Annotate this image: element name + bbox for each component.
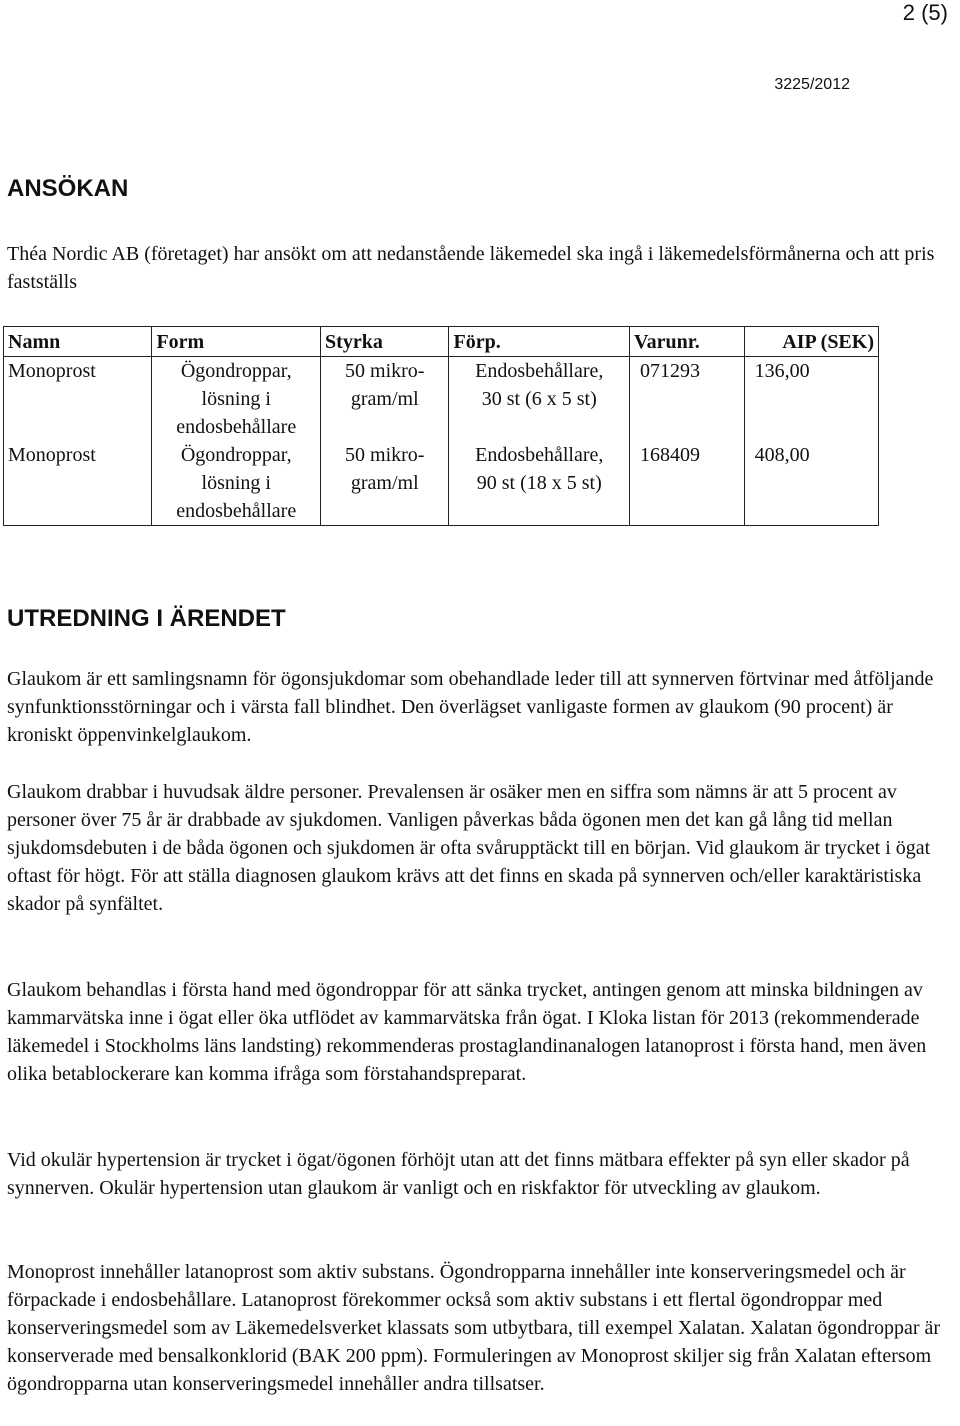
document-reference: 3225/2012 — [774, 76, 850, 93]
header-aip: AIP (SEK) — [744, 327, 878, 357]
body-paragraph: Glaukom drabbar i huvudsak äldre personer. Prevalensen är osäker men en siffra som nämns är att 5 procent av personer över 75 år är drabbade av sjukdomen. Vanligen påverkas båda ögonen men det kan gå lång tid mellan sjukdomsdebuten i de båda ögonen och sjukdomen är ofta svårupptäckt till en början. Vid glaukom är trycket i ögat oftast för högt. För att ställa diagnosen glaukom krävs att det finns en skada på synnerven och/eller karaktäristiska skador på synfältet. — [7, 781, 931, 915]
cell-strength-line: 50 mikro- — [345, 444, 425, 466]
cell-package-line: 90 st (18 x 5 st) — [476, 472, 602, 494]
section-title-ansokan: ANSÖKAN — [7, 175, 129, 202]
cell-form-line: Ögondroppar, — [180, 444, 292, 466]
body-paragraph: Glaukom behandlas i första hand med ögondroppar för att sänka trycket, antingen genom att minska bildningen av kammarvätska inne i ögat eller öka utflödet av kammarvätska från ögat. I Kloka listan för 2013 (rekommenderade läkemedel i Stockholms läns landsting) rekommenderas prostaglandinanalogen latanoprost i första hand, men även olika betablockerare kan komma ifråga som förstahandspreparat. — [7, 979, 927, 1085]
product-table — [3, 326, 879, 526]
cell-varunr: 071293 — [630, 357, 745, 442]
table-header-row — [4, 327, 879, 357]
cell-form — [152, 441, 321, 526]
section-title-utredning: UTREDNING I ÄRENDET — [7, 605, 286, 632]
cell-aip: 136,00 — [744, 357, 878, 442]
cell-package-line: Endosbehållare, — [475, 360, 604, 382]
cell-name: Monoprost — [4, 441, 152, 526]
cell-package-line: Endosbehållare, — [475, 444, 604, 466]
cell-package-line: 30 st (6 x 5 st) — [481, 388, 597, 410]
body-paragraph: Vid okulär hypertension är trycket i ögat/ögonen förhöjt utan att det finns mätbara effekter på syn eller skador på synnerven. Okulär hypertension utan glaukom är vanligt och en riskfaktor för utveckling av glaukom. — [7, 1149, 910, 1199]
cell-name: Monoprost — [4, 357, 152, 442]
cell-strength — [321, 357, 449, 442]
cell-form-line: lösning i — [201, 472, 271, 494]
intro-paragraph: Théa Nordic AB (företaget) har ansökt om att nedanstående läkemedel ska ingå i läkemedelsförmånerna och att pris fastställs — [7, 243, 935, 293]
table-row — [4, 441, 879, 526]
cell-form-line: endosbehållare — [176, 500, 297, 522]
cell-strength-line: gram/ml — [350, 388, 419, 410]
cell-strength-line: gram/ml — [350, 472, 419, 494]
header-varunr: Varunr. — [630, 327, 745, 357]
cell-form-line: endosbehållare — [176, 416, 297, 438]
page-number: 2 (5) — [902, 0, 948, 25]
header-form: Form — [152, 327, 321, 357]
cell-form-line: Ögondroppar, — [180, 360, 292, 382]
body-paragraph: Glaukom är ett samlingsnamn för ögonsjukdomar som obehandlade leder till att synnerven förtvinar med åtföljande synfunktionsstörningar och i värsta fall blindhet. Den överlägset vanligaste formen av glaukom (90 procent) är kroniskt öppenvinkelglaukom. — [7, 668, 934, 746]
table-row — [4, 357, 879, 442]
body-paragraph: Monoprost innehåller latanoprost som aktiv substans. Ögondropparna innehåller inte konserveringsmedel och är förpackade i endosbehållare. Latanoprost förekommer också som aktiv substans i ett flertal ögondroppar med konserveringsmedel som av Läkemedelsverket klassats som utbytbara, till exempel Xalatan. Xalatan ögondroppar är konserverade med bensalkonklorid (BAK 200 ppm). Formuleringen av Monoprost skiljer sig från Xalatan eftersom ögondropparna utan konserveringsmedel innehåller andra tillsatser. — [7, 1261, 941, 1395]
cell-varunr: 168409 — [630, 441, 745, 526]
cell-package — [449, 441, 630, 526]
header-styrka: Styrka — [321, 327, 449, 357]
cell-aip: 408,00 — [744, 441, 878, 526]
header-forp: Förp. — [449, 327, 630, 357]
cell-form-line: lösning i — [201, 388, 271, 410]
cell-package — [449, 357, 630, 442]
cell-strength-line: 50 mikro- — [345, 360, 425, 382]
cell-form — [152, 357, 321, 442]
header-namn: Namn — [4, 327, 152, 357]
cell-strength — [321, 441, 449, 526]
